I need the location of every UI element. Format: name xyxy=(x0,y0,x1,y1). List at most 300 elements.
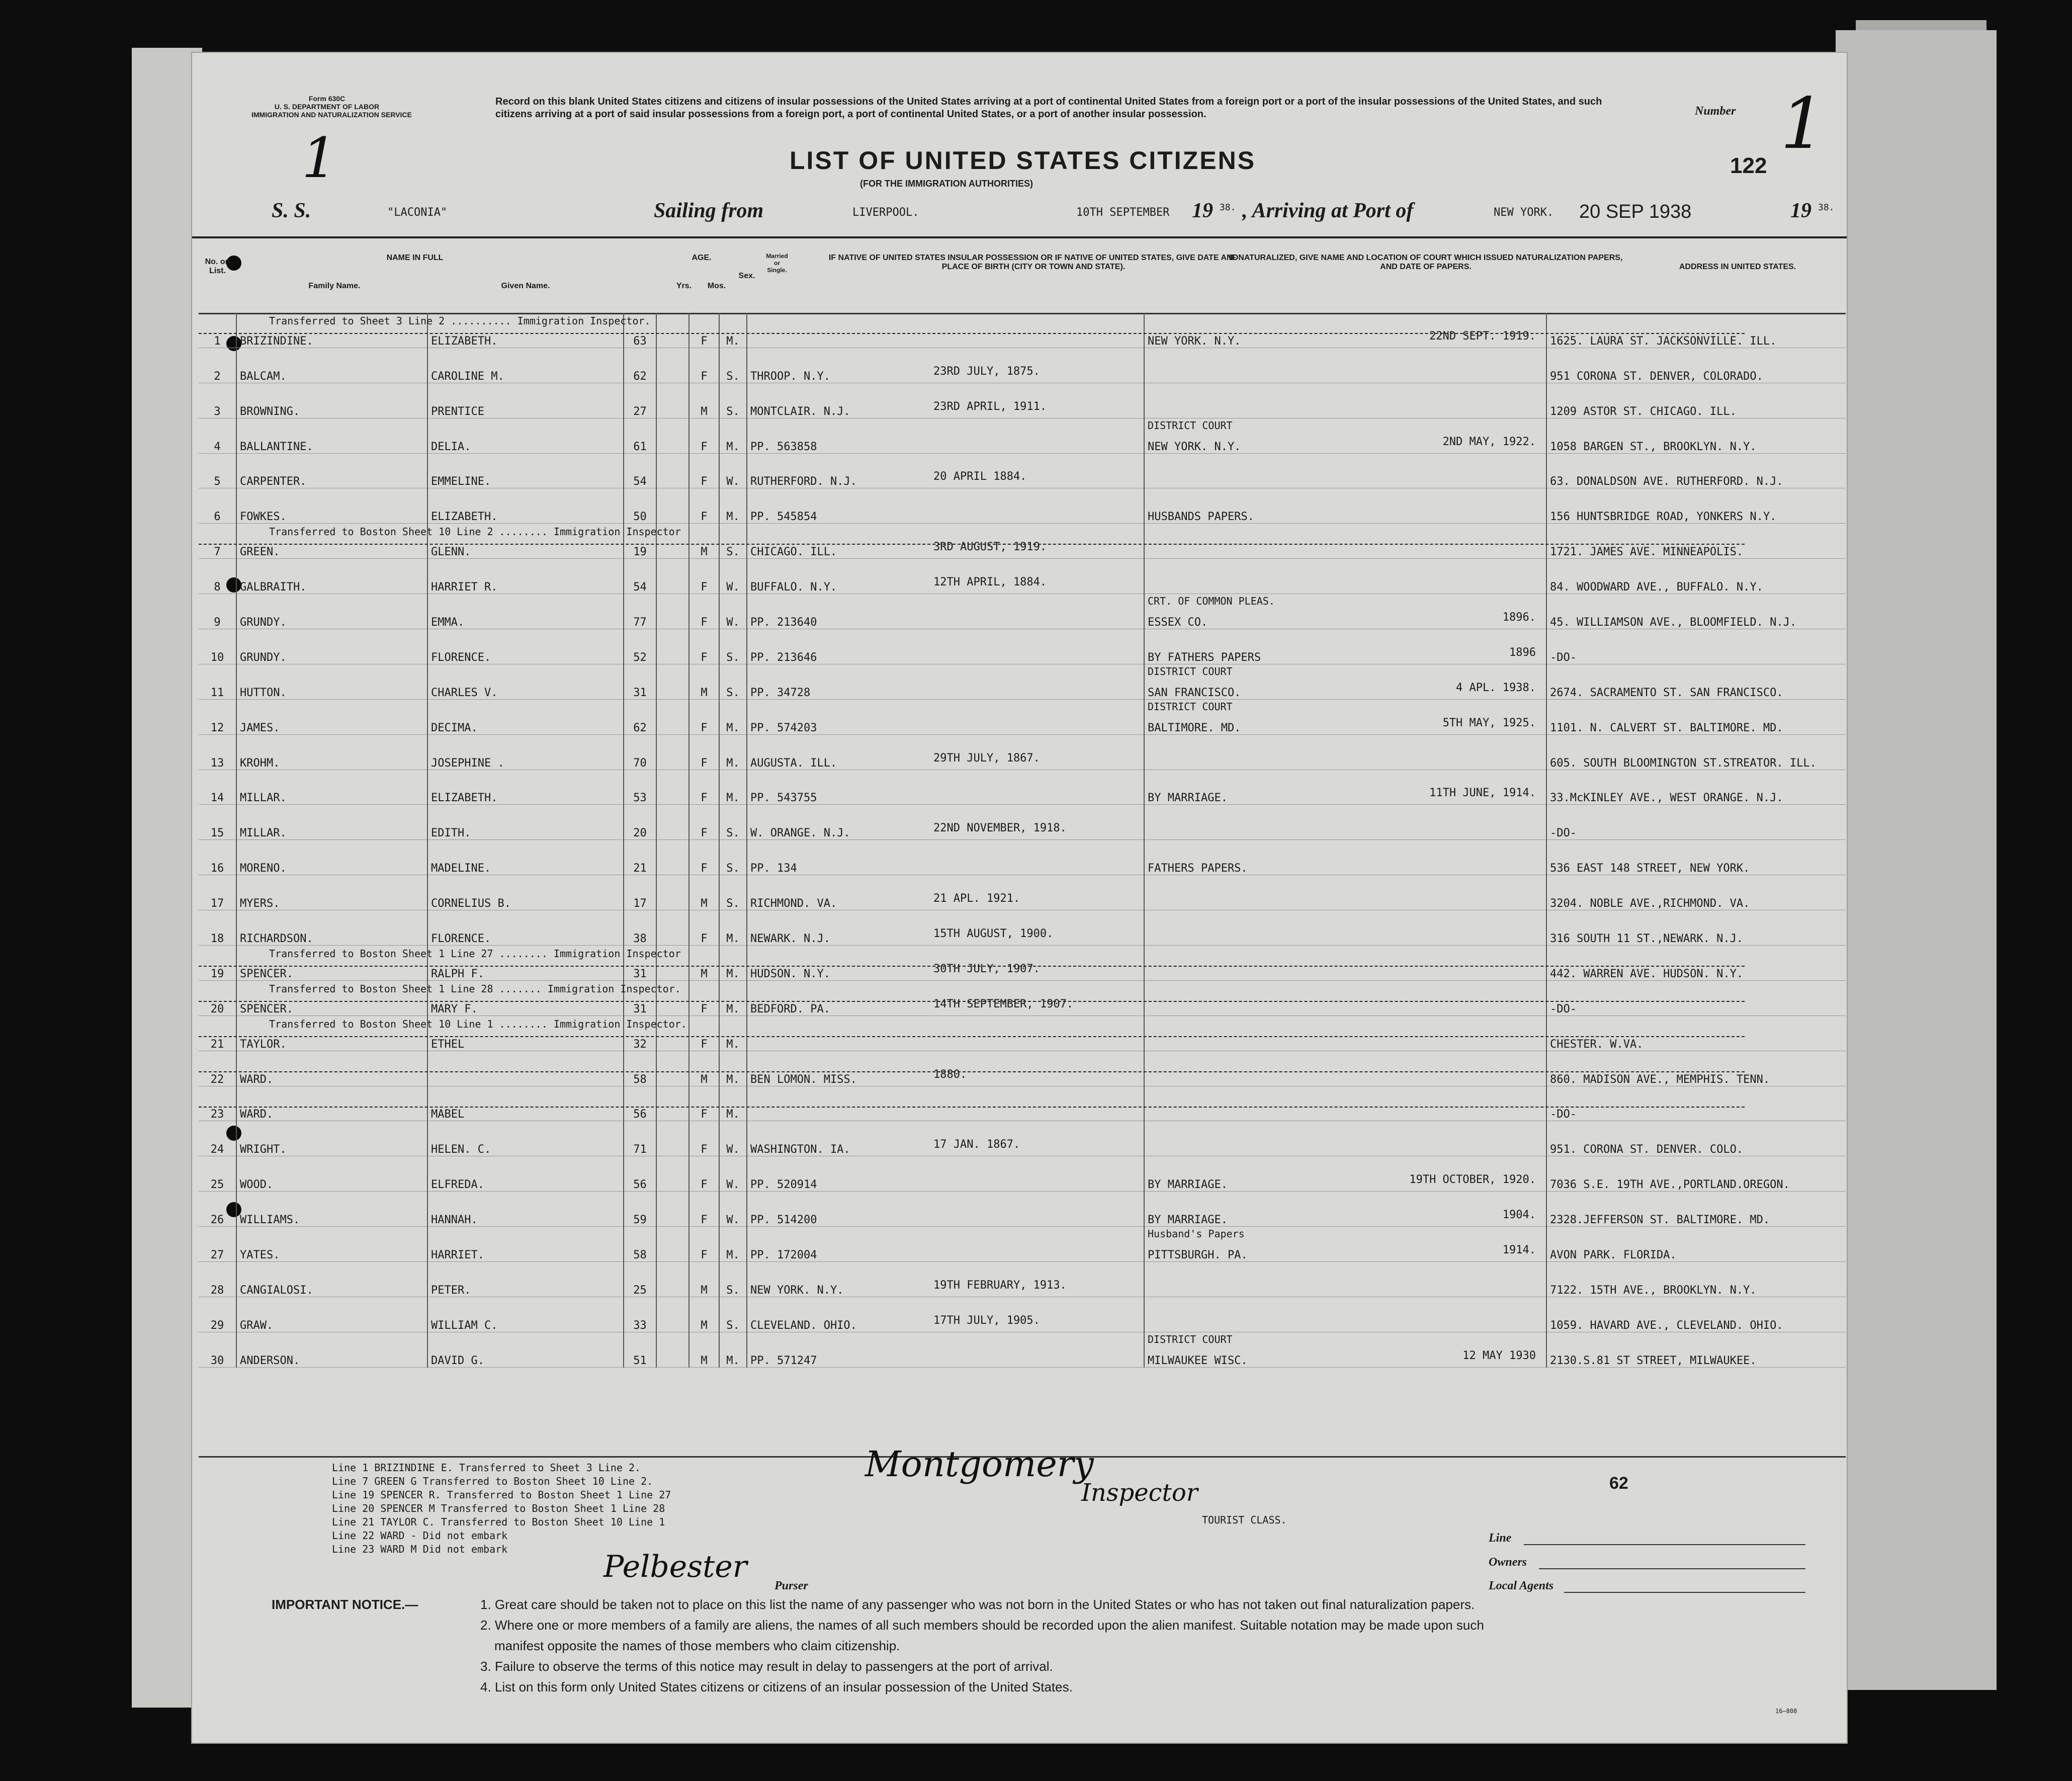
table-row xyxy=(199,1156,1846,1192)
naturalization-date: 1896. xyxy=(1502,611,1536,624)
sex-cell xyxy=(689,980,719,1015)
birth-date: 20 APRIL 1884. xyxy=(933,470,1027,483)
line-field xyxy=(1524,1544,1805,1545)
birth-date: 17TH JULY, 1905. xyxy=(933,1314,1040,1327)
us-address: 33.McKINLEY AVE., WEST ORANGE. N.J. xyxy=(1550,792,1783,805)
row-number-cell xyxy=(199,629,236,664)
sex: F xyxy=(701,792,708,805)
row-number-cell xyxy=(199,1332,236,1367)
age-months-cell xyxy=(656,1192,689,1227)
marital-status: M. xyxy=(726,334,740,348)
header-address: ADDRESS IN UNITED STATES. xyxy=(1679,263,1796,271)
given-name-cell xyxy=(427,699,624,734)
sex: F xyxy=(701,1178,708,1192)
family-name: GALBRAITH. xyxy=(240,581,307,594)
us-address-cell xyxy=(1546,1156,1846,1192)
naturalization: BY MARRIAGE. xyxy=(1148,1178,1228,1192)
sex-cell xyxy=(689,383,719,418)
table-row xyxy=(199,1297,1846,1332)
given-name: PRENTICE xyxy=(431,405,484,418)
table-row xyxy=(199,1015,1846,1051)
number-label: Number xyxy=(1695,105,1736,118)
transfer-note: Line 21 TAYLOR C. Transferred to Boston Sheet 10 Line 1 xyxy=(332,1516,665,1528)
us-address-cell xyxy=(1546,1015,1846,1051)
row-number-cell xyxy=(199,1297,236,1332)
birthplace-cell xyxy=(747,1086,1144,1121)
birthplace-cell xyxy=(747,559,1144,594)
naturalization: BALTIMORE. MD. xyxy=(1148,721,1241,734)
age-years: 21 xyxy=(633,862,647,875)
marital-status-cell xyxy=(719,1227,747,1262)
transfer-note: Line 20 SPENCER M Transferred to Boston Sheet 1 Line 28 xyxy=(332,1502,665,1514)
page-count: 62 xyxy=(1609,1474,1628,1493)
marital-status-cell xyxy=(719,1015,747,1051)
age-years: 20 xyxy=(633,827,647,840)
us-address-cell xyxy=(1546,418,1846,453)
age-years: 61 xyxy=(633,440,647,453)
header-birth: IF NATIVE OF UNITED STATES INSULAR POSSESSION OR IF NATIVE OF UNITED STATES, GIVE DATE AND PLACE OF BIRTH (CITY OR TOWN AND STATE). xyxy=(828,253,1239,271)
sex-cell xyxy=(689,840,719,875)
notice-items xyxy=(480,1594,1484,1698)
given-name-cell xyxy=(427,594,624,629)
marital-status: M. xyxy=(726,1354,740,1367)
age-months-cell xyxy=(656,1262,689,1297)
sex: F xyxy=(701,756,708,770)
naturalization: SAN FRANCISCO. xyxy=(1148,686,1241,699)
sex: M xyxy=(701,1284,708,1297)
arrival-year-suffix: 38. xyxy=(1818,202,1835,213)
naturalization-date: 22ND SEPT. 1919. xyxy=(1429,329,1536,343)
birthplace-cell xyxy=(747,664,1144,699)
family-name-cell xyxy=(236,1086,427,1121)
sex: F xyxy=(701,827,708,840)
age-months-cell xyxy=(656,1121,689,1156)
us-address: -DO- xyxy=(1550,1002,1577,1015)
marital-status-cell xyxy=(719,1332,747,1367)
table-row xyxy=(199,875,1846,910)
us-address-cell xyxy=(1546,875,1846,910)
age-years-cell xyxy=(624,840,656,875)
birthplace-cell xyxy=(747,875,1144,910)
transfer-note: Line 22 WARD - Did not embark xyxy=(332,1530,508,1542)
birth-date: 3RD AUGUST, 1919. xyxy=(933,541,1047,554)
birthplace: BEDFORD. PA. xyxy=(750,1002,830,1015)
birthplace: PP. 571247 xyxy=(750,1354,817,1367)
sex: M xyxy=(701,967,708,980)
us-address-cell xyxy=(1546,488,1846,524)
naturalization-court: DISTRICT COURT xyxy=(1148,700,1233,713)
notice-heading: IMPORTANT NOTICE.— xyxy=(272,1597,418,1612)
row-number: 24 xyxy=(210,1143,224,1156)
row-number-cell xyxy=(199,418,236,453)
row-number: 28 xyxy=(210,1284,224,1297)
age-years: 53 xyxy=(633,792,647,805)
naturalization-cell xyxy=(1144,840,1546,875)
table-row xyxy=(199,524,1846,559)
table-row xyxy=(199,910,1846,946)
family-name-cell xyxy=(236,418,427,453)
sex: F xyxy=(701,1143,708,1156)
sex-cell xyxy=(689,313,719,348)
age-years: 56 xyxy=(633,1178,647,1192)
table-row xyxy=(199,1051,1846,1086)
owners-label: Owners xyxy=(1489,1556,1527,1569)
sex-cell xyxy=(689,946,719,981)
sex: M xyxy=(701,405,708,418)
family-name: FOWKES. xyxy=(240,511,287,524)
sex-cell xyxy=(689,770,719,805)
given-name-cell xyxy=(427,313,624,348)
given-name: WILLIAM C. xyxy=(431,1319,498,1332)
age-years-cell xyxy=(624,453,656,488)
birthplace: RICHMOND. VA. xyxy=(750,897,837,910)
birthplace-cell xyxy=(747,453,1144,488)
sex-cell xyxy=(689,1297,719,1332)
naturalization-court: DISTRICT COURT xyxy=(1148,1333,1233,1345)
marital-status: M. xyxy=(726,1002,740,1015)
us-address: 45. WILLIAMSON AVE., BLOOMFIELD. N.J. xyxy=(1550,616,1797,629)
row-number-cell xyxy=(199,770,236,805)
given-name-cell xyxy=(427,1121,624,1156)
given-name: DECIMA. xyxy=(431,721,478,734)
given-name-cell xyxy=(427,418,624,453)
naturalization-cell xyxy=(1144,524,1546,559)
given-name-cell xyxy=(427,1015,624,1051)
row-number-cell xyxy=(199,1156,236,1192)
given-name-cell xyxy=(427,805,624,840)
age-years: 19 xyxy=(633,546,647,559)
us-address-cell xyxy=(1546,805,1846,840)
age-years-cell xyxy=(624,348,656,383)
given-name-cell xyxy=(427,1227,624,1262)
age-years-cell xyxy=(624,488,656,524)
row-number-cell xyxy=(199,594,236,629)
age-years: 38 xyxy=(633,932,647,946)
birth-date: 17 JAN. 1867. xyxy=(933,1138,1020,1151)
given-name: HANNAH. xyxy=(431,1214,478,1227)
birthplace-cell xyxy=(747,1262,1144,1297)
marital-status: M. xyxy=(726,1038,740,1051)
us-address-cell xyxy=(1546,594,1846,629)
naturalization-cell xyxy=(1144,1227,1546,1262)
naturalization-cell xyxy=(1144,875,1546,910)
header-given-name: Given Name. xyxy=(501,282,550,290)
naturalization-cell xyxy=(1144,770,1546,805)
background-page xyxy=(1836,30,1997,1690)
row-number: 4 xyxy=(214,440,221,453)
us-address: 1721. JAMES AVE. MINNEAPOLIS. xyxy=(1550,546,1744,559)
family-name-cell xyxy=(236,348,427,383)
marital-status-cell xyxy=(719,1192,747,1227)
age-years-cell xyxy=(624,1086,656,1121)
birthplace-cell xyxy=(747,1227,1144,1262)
family-name: BROWNING. xyxy=(240,405,300,418)
marital-status: M. xyxy=(726,721,740,734)
row-number-cell xyxy=(199,805,236,840)
age-years: 17 xyxy=(633,897,647,910)
birthplace: PP. 563858 xyxy=(750,440,817,453)
us-address: 2328.JEFFERSON ST. BALTIMORE. MD. xyxy=(1550,1214,1770,1227)
binder-hole xyxy=(88,885,108,905)
marital-status-cell xyxy=(719,524,747,559)
row-number: 19 xyxy=(210,967,224,980)
row-number: 15 xyxy=(210,827,224,840)
table-row xyxy=(199,418,1846,453)
us-address-cell xyxy=(1546,910,1846,946)
age-months-cell xyxy=(656,559,689,594)
sex: F xyxy=(701,1002,708,1015)
age-years: 59 xyxy=(633,1214,647,1227)
us-address-cell xyxy=(1546,1051,1846,1086)
naturalization-court: DISTRICT COURT xyxy=(1148,419,1233,432)
us-address-cell xyxy=(1546,770,1846,805)
age-years: 62 xyxy=(633,370,647,383)
marital-status: M. xyxy=(726,1249,740,1262)
age-years: 31 xyxy=(633,686,647,699)
us-address-cell xyxy=(1546,1121,1846,1156)
age-years-cell xyxy=(624,524,656,559)
row-number: 18 xyxy=(210,932,224,946)
age-years-cell xyxy=(624,875,656,910)
given-name: MABEL xyxy=(431,1108,465,1121)
table-row xyxy=(199,1086,1846,1121)
us-address-cell xyxy=(1546,453,1846,488)
age-years-cell xyxy=(624,418,656,453)
marital-status-cell xyxy=(719,805,747,840)
family-name: WILLIAMS. xyxy=(240,1214,300,1227)
instructions: Record on this blank United States citizens and citizens of insular possessions of the United States arriving at a port of continental United States from a foreign port or a port of the insular possessions of the United States, and such citizens arriving at a port of said insular possessions from a foreign port, a port of continental United States, or a port of another insular possession. xyxy=(495,96,1602,120)
us-address: 2130.S.81 ST STREET, MILWAUKEE. xyxy=(1550,1354,1757,1367)
age-years-cell xyxy=(624,1192,656,1227)
family-name-cell xyxy=(236,453,427,488)
naturalization-date: 2ND MAY, 1922. xyxy=(1442,435,1536,448)
family-name: MORENO. xyxy=(240,862,287,875)
row-number-cell xyxy=(199,348,236,383)
us-address-cell xyxy=(1546,1262,1846,1297)
row-number-cell xyxy=(199,875,236,910)
column-header-band xyxy=(199,242,1846,314)
sex-cell xyxy=(689,805,719,840)
naturalization-cell xyxy=(1144,629,1546,664)
inspector-title-signature: Inspector xyxy=(1081,1479,1198,1507)
table-row xyxy=(199,1262,1846,1297)
sex-cell xyxy=(689,559,719,594)
age-years-cell xyxy=(624,1262,656,1297)
age-years: 56 xyxy=(633,1108,647,1121)
naturalization-cell xyxy=(1144,980,1546,1015)
naturalization: MILWAUKEE WISC. xyxy=(1148,1354,1248,1367)
transfer-annotation: Transferred to Boston Sheet 1 Line 28 ....... Immigration Inspector. xyxy=(269,982,681,995)
given-name: EMMA. xyxy=(431,616,465,629)
marital-status-cell xyxy=(719,594,747,629)
age-years-cell xyxy=(624,664,656,699)
department-name: U. S. DEPARTMENT OF LABOR xyxy=(274,103,380,111)
marital-status-cell xyxy=(719,348,747,383)
given-name: DELIA. xyxy=(431,440,471,453)
row-number-cell xyxy=(199,840,236,875)
birth-date: 21 APL. 1921. xyxy=(933,892,1020,905)
row-number: 25 xyxy=(210,1178,224,1192)
family-name-cell xyxy=(236,1121,427,1156)
sex-cell xyxy=(689,664,719,699)
row-number-cell xyxy=(199,1227,236,1262)
marital-status-cell xyxy=(719,840,747,875)
row-number: 22 xyxy=(210,1073,224,1086)
sex: F xyxy=(701,334,708,348)
naturalization-date: 1914. xyxy=(1502,1244,1536,1257)
family-name-cell xyxy=(236,805,427,840)
age-months-cell xyxy=(656,699,689,734)
given-name: ELIZABETH. xyxy=(431,792,498,805)
transfer-note: Line 1 BRIZINDINE E. Transferred to Sheet 3 Line 2. xyxy=(332,1462,641,1474)
table-row xyxy=(199,664,1846,699)
age-years: 71 xyxy=(633,1143,647,1156)
us-address: 7122. 15TH AVE., BROOKLYN. N.Y. xyxy=(1550,1284,1757,1297)
birthplace: PP. 574203 xyxy=(750,721,817,734)
us-address: 605. SOUTH BLOOMINGTON ST.STREATOR. ILL. xyxy=(1550,756,1817,770)
naturalization: PITTSBURGH. PA. xyxy=(1148,1249,1248,1262)
birthplace: PP. 545854 xyxy=(750,511,817,524)
marital-status: S. xyxy=(726,405,740,418)
binder-hole xyxy=(88,1564,108,1584)
birthplace-cell xyxy=(747,313,1144,348)
us-address: 84. WOODWARD AVE., BUFFALO. N.Y. xyxy=(1550,581,1763,594)
age-years-cell xyxy=(624,1015,656,1051)
given-name-cell xyxy=(427,1192,624,1227)
us-address-cell xyxy=(1546,1227,1846,1262)
us-address: 442. WARREN AVE. HUDSON. N.Y. xyxy=(1550,967,1744,980)
given-name: CORNELIUS B. xyxy=(431,897,511,910)
marital-status-cell xyxy=(719,1156,747,1192)
birthplace: PP. 34728 xyxy=(750,686,811,699)
given-name-cell xyxy=(427,1332,624,1367)
us-address: 2674. SACRAMENTO ST. SAN FRANCISCO. xyxy=(1550,686,1783,699)
us-address-cell xyxy=(1546,734,1846,770)
us-address-cell xyxy=(1546,1086,1846,1121)
transfer-annotation: Transferred to Boston Sheet 10 Line 1 ........ Immigration Inspector. xyxy=(269,1017,687,1030)
given-name: ELIZABETH. xyxy=(431,511,498,524)
naturalization-cell xyxy=(1144,1051,1546,1086)
family-name: RICHARDSON. xyxy=(240,932,313,946)
us-address-cell xyxy=(1546,946,1846,981)
table-row xyxy=(199,805,1846,840)
birthplace: AUGUSTA. ILL. xyxy=(750,756,837,770)
age-years-cell xyxy=(624,1121,656,1156)
age-years-cell xyxy=(624,313,656,348)
family-name: BALCAM. xyxy=(240,370,287,383)
marital-status: S. xyxy=(726,827,740,840)
naturalization-cell xyxy=(1144,559,1546,594)
us-address: 1101. N. CALVERT ST. BALTIMORE. MD. xyxy=(1550,721,1783,734)
family-name: YATES. xyxy=(240,1249,280,1262)
ss-label: S. S. xyxy=(272,199,311,222)
family-name-cell xyxy=(236,946,427,981)
given-name: MARY F. xyxy=(431,1002,478,1015)
naturalization-cell xyxy=(1144,664,1546,699)
arrival-stamp: 20 SEP 1938 xyxy=(1579,201,1692,222)
given-name: PETER. xyxy=(431,1284,471,1297)
sex-cell xyxy=(689,875,719,910)
transfer-annotation: Transferred to Boston Sheet 1 Line 27 ........ Immigration Inspector xyxy=(269,948,681,960)
naturalization: FATHERS PAPERS. xyxy=(1148,862,1248,875)
important-notice xyxy=(272,1594,418,1615)
table-row xyxy=(199,734,1846,770)
birthplace-cell xyxy=(747,1051,1144,1086)
age-months-cell xyxy=(656,840,689,875)
us-address: AVON PARK. FLORIDA. xyxy=(1550,1249,1677,1262)
birthplace: PP. 514200 xyxy=(750,1214,817,1227)
sex-cell xyxy=(689,629,719,664)
age-years-cell xyxy=(624,980,656,1015)
family-name: GRAW. xyxy=(240,1319,274,1332)
row-number: 10 xyxy=(210,651,224,664)
age-years-cell xyxy=(624,770,656,805)
row-number: 7 xyxy=(214,546,221,559)
family-name: SPENCER. xyxy=(240,1002,293,1015)
age-years-cell xyxy=(624,734,656,770)
birthplace-cell xyxy=(747,946,1144,981)
row-number-cell xyxy=(199,1192,236,1227)
family-name: GRUNDY. xyxy=(240,616,287,629)
row-number-cell xyxy=(199,1051,236,1086)
age-years-cell xyxy=(624,699,656,734)
row-number: 29 xyxy=(210,1319,224,1332)
naturalization: BY MARRIAGE. xyxy=(1148,792,1228,805)
birthplace-cell xyxy=(747,629,1144,664)
transfer-annotation: Transferred to Sheet 3 Line 2 .......... Immigration Inspector. xyxy=(269,315,651,327)
us-address-cell xyxy=(1546,1297,1846,1332)
age-months-cell xyxy=(656,453,689,488)
naturalization-date: 1896 xyxy=(1509,646,1536,659)
naturalization-cell xyxy=(1144,699,1546,734)
family-name: WRIGHT. xyxy=(240,1143,287,1156)
naturalization: NEW YORK. N.Y. xyxy=(1148,440,1241,453)
birthplace: PP. 134 xyxy=(750,862,797,875)
naturalization-cell xyxy=(1144,348,1546,383)
age-years: 70 xyxy=(633,756,647,770)
sex: F xyxy=(701,440,708,453)
binder-hole xyxy=(88,282,108,302)
us-address-cell xyxy=(1546,524,1846,559)
marital-status-cell xyxy=(719,1086,747,1121)
marital-status-cell xyxy=(719,699,747,734)
birth-date: 30TH JULY, 1907. xyxy=(933,962,1040,975)
naturalization: NEW YORK. N.Y. xyxy=(1148,334,1241,348)
age-months-cell xyxy=(656,418,689,453)
row-number-cell xyxy=(199,664,236,699)
naturalization-cell xyxy=(1144,1121,1546,1156)
sex-cell xyxy=(689,734,719,770)
birthplace-cell xyxy=(747,488,1144,524)
year-prefix: 19 xyxy=(1192,199,1213,222)
age-months-cell xyxy=(656,1297,689,1332)
us-address: 536 EAST 148 STREET, NEW YORK. xyxy=(1550,862,1750,875)
birthplace: PP. 213646 xyxy=(750,651,817,664)
header-yrs: Yrs. xyxy=(676,282,692,290)
age-years: 52 xyxy=(633,651,647,664)
age-months-cell xyxy=(656,734,689,770)
sex: F xyxy=(701,581,708,594)
given-name-cell xyxy=(427,946,624,981)
us-address: 1625. LAURA ST. JACKSONVILLE. ILL. xyxy=(1550,334,1777,348)
birthplace: THROOP. N.Y. xyxy=(750,370,830,383)
naturalization-cell xyxy=(1144,1192,1546,1227)
page-title: LIST OF UNITED STATES CITIZENS xyxy=(790,146,1256,175)
family-name: SPENCER. xyxy=(240,967,293,980)
header-married: Married or Single. xyxy=(766,252,788,274)
family-name-cell xyxy=(236,1015,427,1051)
age-months-cell xyxy=(656,946,689,981)
